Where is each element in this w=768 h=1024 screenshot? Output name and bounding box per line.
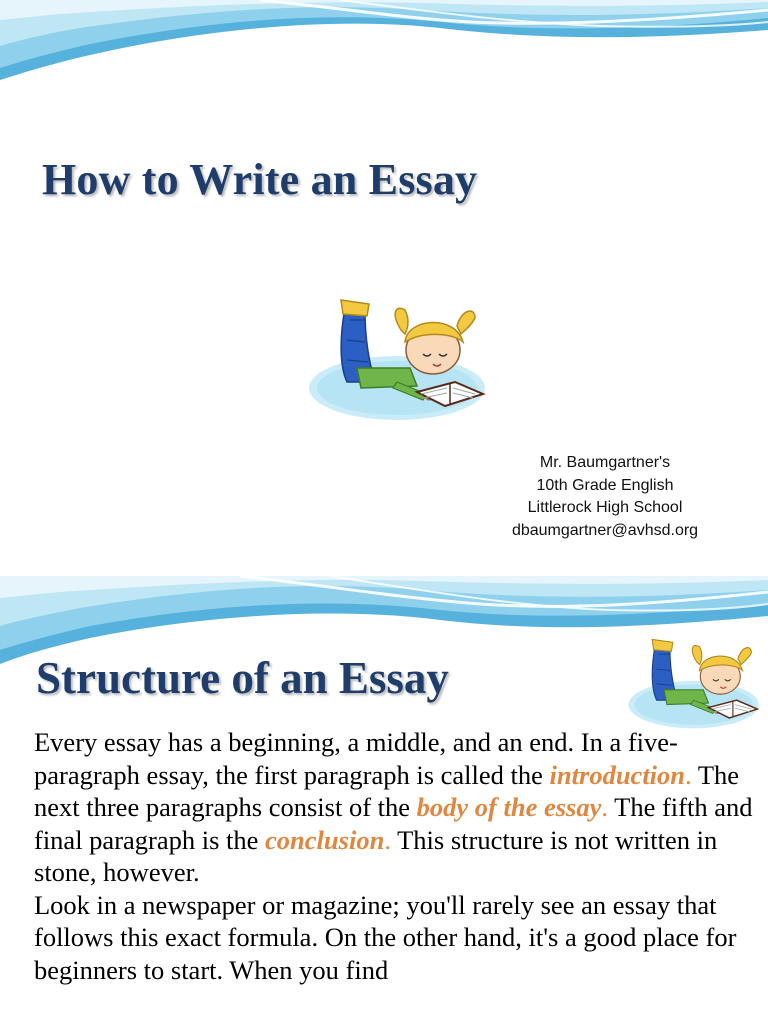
text-run: Every essay has a beginning, a middle, and an end. In a five-paragraph essay, the first paragraph is called the (34, 727, 678, 790)
text-run: This structure is not written in stone, however. (34, 824, 718, 887)
text-run: The next three paragraphs consist of the (34, 759, 740, 822)
term-period: . (685, 759, 692, 790)
essay-structure-text (34, 726, 754, 986)
author-name: Mr. Baumgartner's (539, 454, 671, 471)
term-conclusion: conclusion (265, 824, 385, 855)
term-period: . (384, 824, 391, 855)
term-period: . (601, 792, 609, 822)
author-email: dbaumgartner@avhsd.org (511, 521, 699, 539)
girl-reading-icon (620, 632, 768, 732)
paragraph-examples: Look in a newspaper or magazine; you'll rarely see an essay that follows this exact formula. On the other hand, it's a good place for beginners to start. When you find (34, 889, 737, 985)
girl-reading-illustration (305, 290, 490, 425)
girl-reading-icon (305, 290, 490, 425)
header-wave-decoration (0, 0, 768, 95)
course-name: 10th Grade English (536, 476, 674, 494)
term-body-of-essay: body of the essay (416, 792, 602, 822)
girl-reading-illustration (620, 632, 768, 732)
slide-title: How to Write an Essay (42, 155, 478, 204)
school-name: Littlerock High School (527, 499, 683, 516)
term-introduction: introduction (549, 759, 686, 790)
slide-title: Structure of an Essay (36, 653, 449, 703)
text-run: The fifth and final paragraph is the (34, 792, 753, 855)
paragraph-structure (34, 726, 754, 889)
author-info (490, 452, 720, 542)
